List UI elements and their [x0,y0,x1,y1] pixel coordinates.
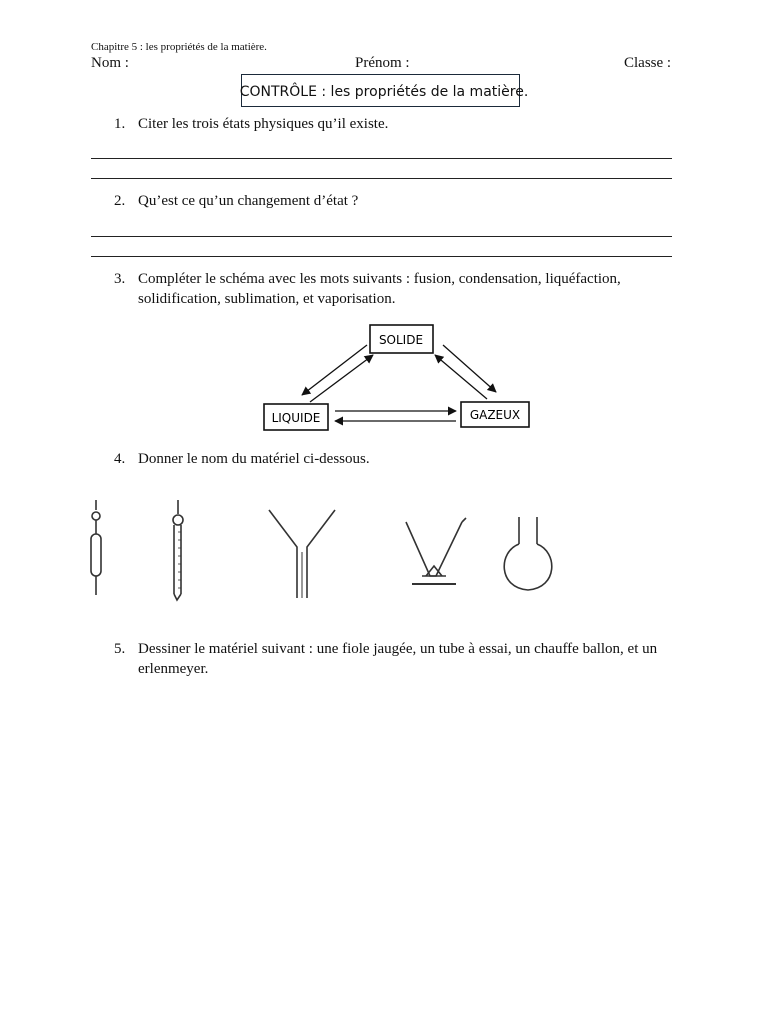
answer-line [91,256,672,257]
question-number: 4. [114,451,126,467]
gazeux-label: GAZEUX [469,408,521,422]
question-3 [0,269,768,309]
question-text: Donner le nom du matériel ci-dessous. [138,451,370,467]
liquide-label: LIQUIDE [271,411,321,425]
question-number: 2. [114,193,126,209]
answer-line [91,158,672,159]
entonnoir-cone-icon [406,518,466,584]
question-4 [0,449,768,469]
question-number: 1. [114,116,126,132]
question-2 [0,191,768,211]
arrow-liquide-to-solide [310,355,373,402]
chapter-heading: Chapitre 5 : les propriétés de la matière. [91,41,267,53]
question-text: Qu’est ce qu’un changement d’état ? [138,193,359,209]
question-5 [0,639,768,679]
question-text: Dessiner le matériel suivant : une fiole jaugée, un tube à essai, un chauffe ballon, et un erlenmeyer. [138,641,658,677]
classe-label: Classe : [624,55,672,71]
equipment-row [70,492,590,610]
pipette-graduee-icon [173,500,183,600]
prenom-label: Prénom : [355,55,410,71]
question-text: Compléter le schéma avec les mots suivants : fusion, condensation, liquéfaction, solidification, sublimation, et vaporisation. [138,271,621,307]
question-text: Citer les trois états physiques qu’il existe. [138,116,389,132]
answer-line [91,178,672,179]
pipette-jaugee-icon [91,500,101,595]
question-1 [0,114,768,134]
question-number: 5. [114,641,126,657]
arrow-solide-to-liquide [302,345,367,395]
solide-label: SOLIDE [378,333,424,347]
answer-line [91,236,672,237]
question-number: 3. [114,271,126,287]
state-change-diagram [240,315,570,450]
nom-label: Nom : [91,55,129,71]
page-title: CONTRÔLE : les propriétés de la matière. [239,84,529,100]
ballon-icon [504,517,552,590]
entonnoir-icon [269,510,335,598]
